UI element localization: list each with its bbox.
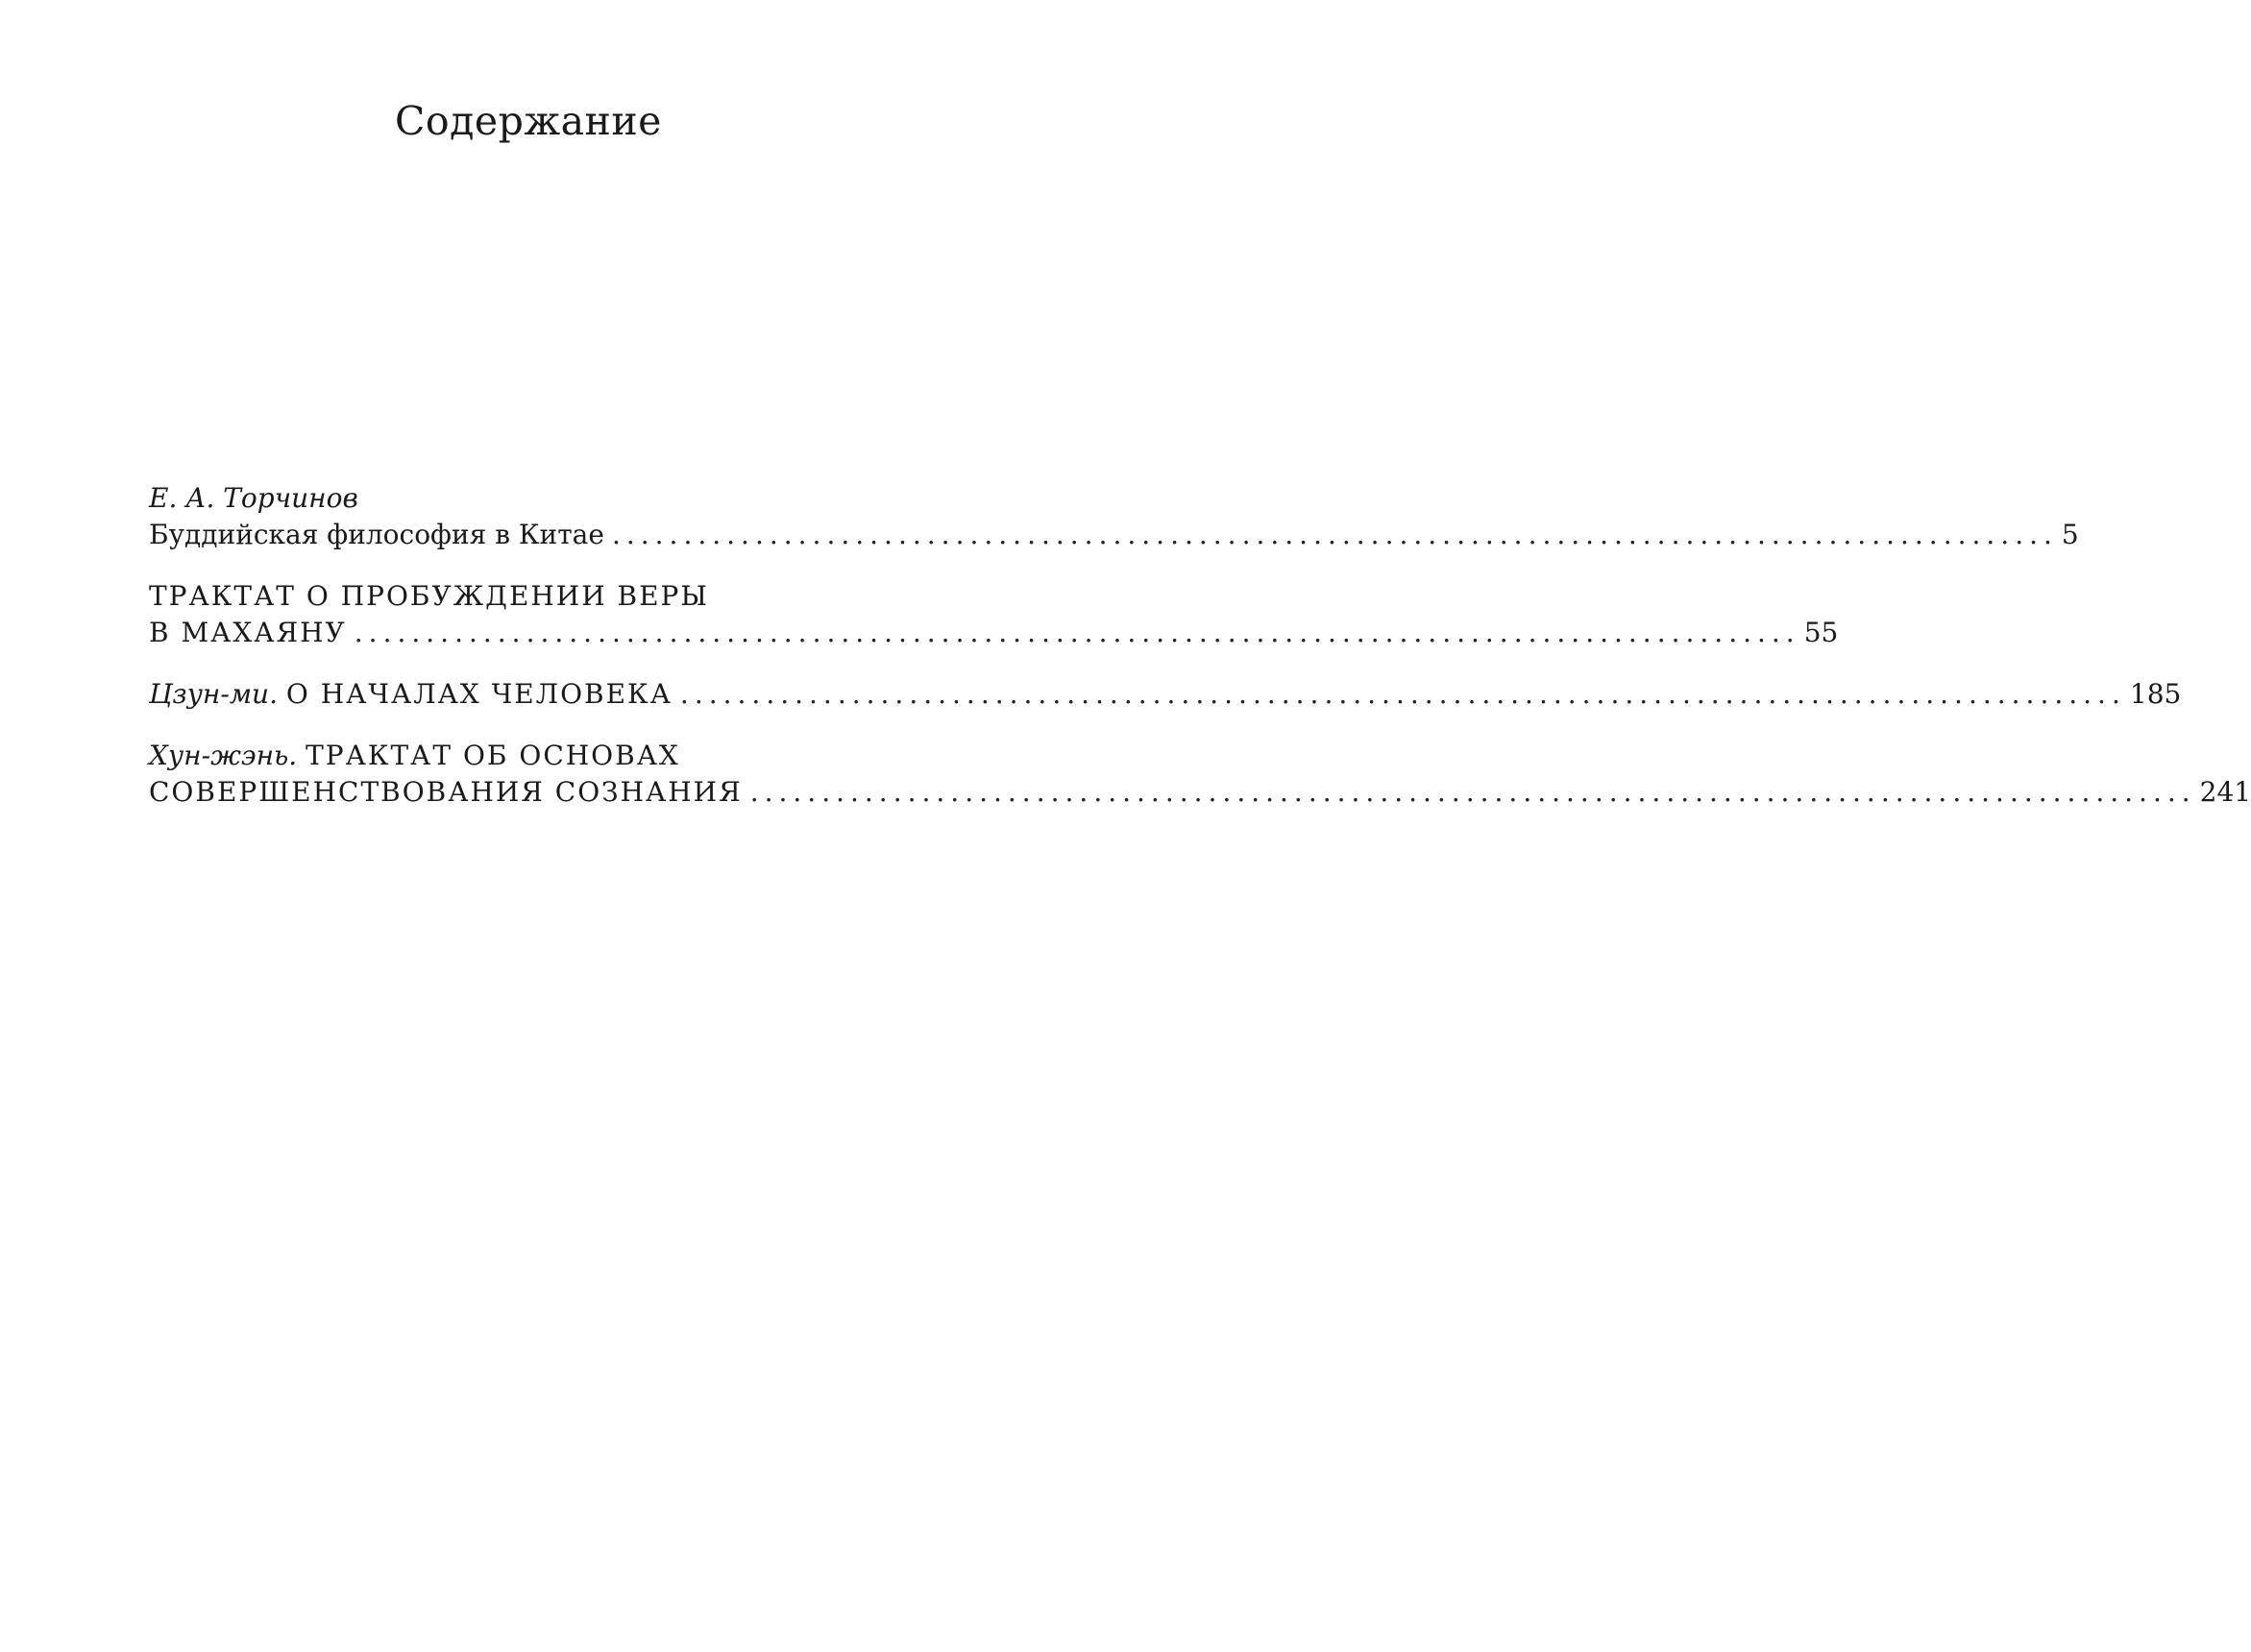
- toc-author-line: [149, 480, 910, 517]
- toc-author-and-title: [149, 738, 680, 774]
- dot-leader: .....................................................................................................: [611, 519, 2058, 550]
- toc-author: Цзун-ми.: [149, 678, 278, 710]
- toc-page-number: 241: [2199, 776, 2251, 808]
- toc-title: Буддийская философия в Китае: [149, 519, 604, 550]
- toc-entry-hongren[interactable]: [149, 738, 2251, 811]
- table-of-contents: [149, 480, 2251, 811]
- dot-leader: .....................................................................................................: [749, 776, 2196, 808]
- toc-title: О НАЧАЛАХ ЧЕЛОВЕКА: [285, 678, 673, 710]
- toc-title: ТРАКТАТ О ПРОБУЖДЕНИИ ВЕРЫ: [149, 580, 709, 612]
- dot-leader: .....................................................................................................: [354, 617, 1800, 648]
- dot-leader: .....................................................................................................: [679, 678, 2126, 710]
- toc-page-number: 5: [2061, 519, 2079, 550]
- page-title: Содержание: [395, 98, 662, 144]
- toc-title-line: [149, 676, 2182, 713]
- toc-page-number: 185: [2129, 678, 2182, 710]
- toc-entry-awakening-of-faith[interactable]: [149, 578, 1839, 651]
- toc-title-line: [149, 517, 2079, 553]
- toc-title: ТРАКТАТ ОБ ОСНОВАХ: [306, 740, 680, 771]
- toc-author-and-title: [149, 676, 673, 713]
- toc-page-number: 55: [1803, 617, 1839, 648]
- toc-entry-torchinov[interactable]: [149, 480, 2079, 553]
- toc-title-line: [149, 774, 2251, 811]
- toc-author: Е. А. Торчинов: [149, 482, 358, 514]
- toc-title-continued: СОВЕРШЕНСТВОВАНИЯ СОЗНАНИЯ: [149, 776, 743, 808]
- toc-title-line: [149, 738, 910, 774]
- toc-title-line: [149, 615, 1839, 651]
- toc-title-line: [149, 578, 910, 615]
- toc-entry-zongmi[interactable]: [149, 676, 2182, 713]
- toc-title-continued: В МАХАЯНУ: [149, 617, 347, 648]
- toc-author: Хун-жэнь.: [149, 740, 298, 771]
